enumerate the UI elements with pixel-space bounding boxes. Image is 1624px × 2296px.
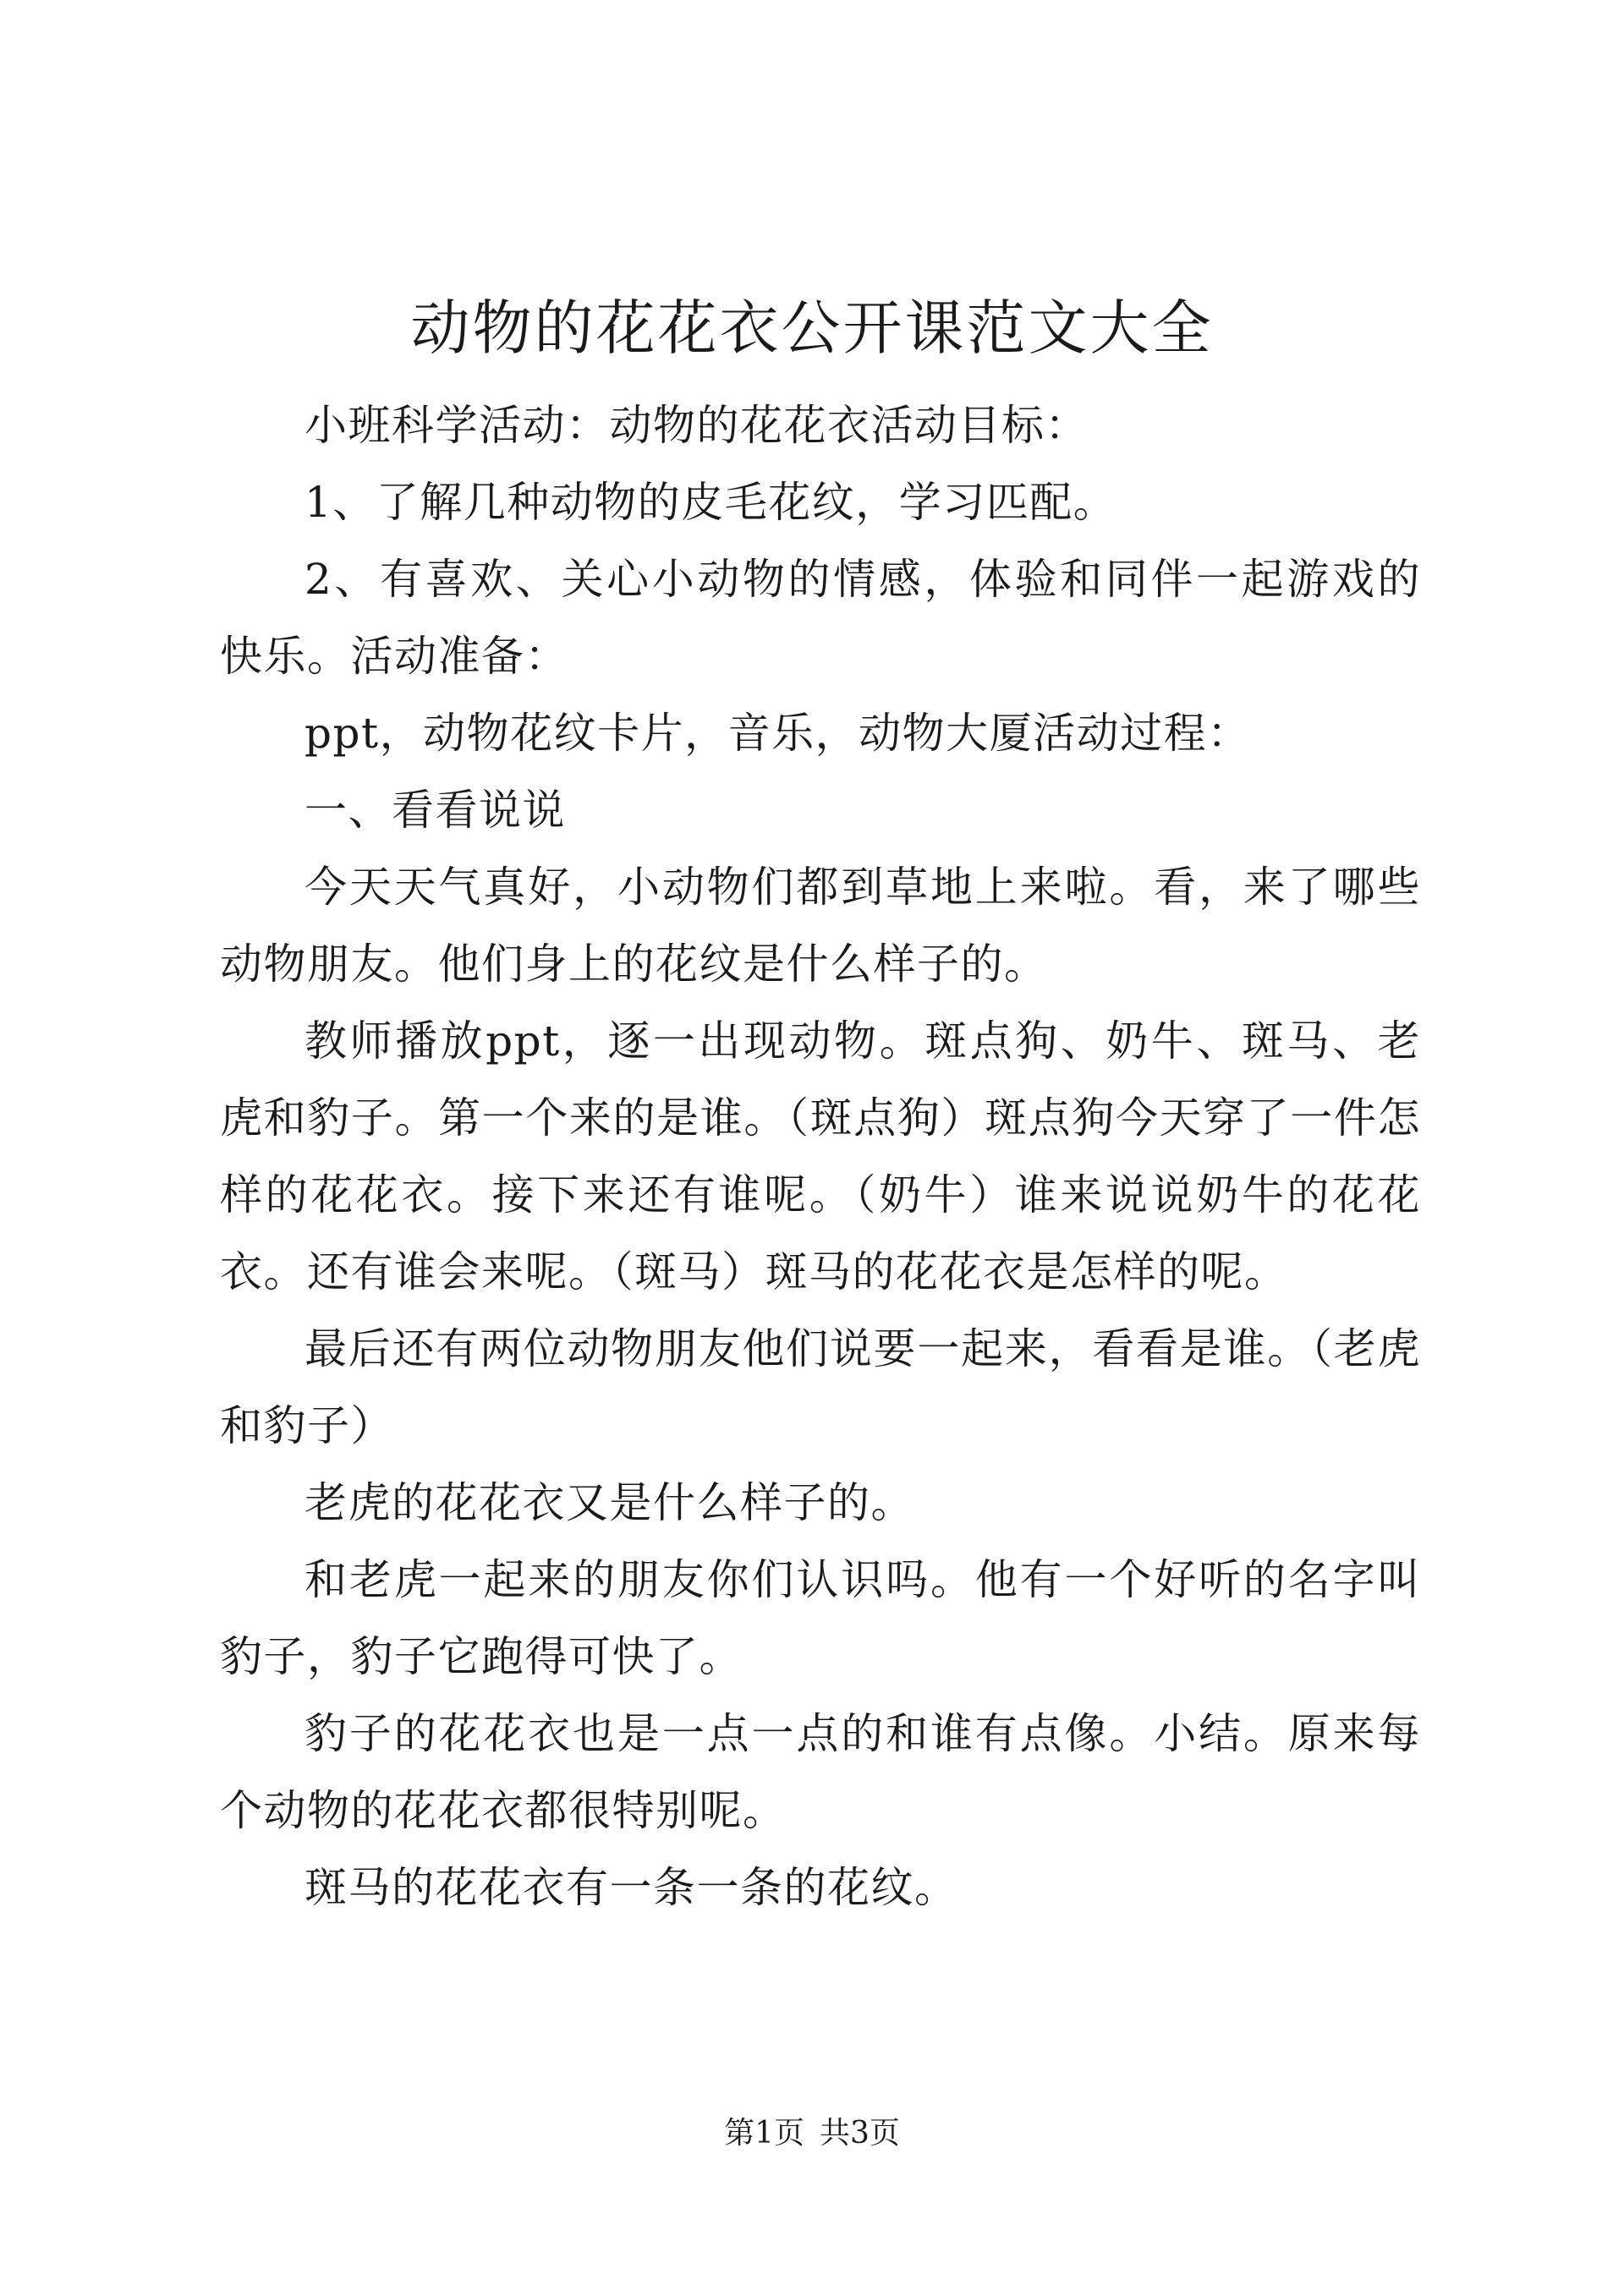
paragraph: 今天天气真好，小动物们都到草地上来啦。看，来了哪些动物朋友。他们身上的花纹是什么样子的。	[220, 863, 1421, 989]
paragraph: 一、看看说说	[304, 786, 566, 835]
paragraph: 1、了解几种动物的皮毛花纹，学习匹配。	[304, 478, 1117, 527]
paragraph: 老虎的花花衣又是什么样子的。	[304, 1478, 914, 1527]
page-number: 第1页	[724, 2116, 804, 2151]
paragraph: 豹子的花花衣也是一点一点的和谁有点像。小结。原来每个动物的花花衣都很特别呢。	[220, 1709, 1421, 1835]
paragraph: 斑马的花花衣有一条一条的花纹。	[304, 1863, 958, 1912]
paragraph: 2、有喜欢、关心小动物的情感，体验和同伴一起游戏的快乐。活动准备：	[220, 555, 1421, 681]
paragraph: 最后还有两位动物朋友他们说要一起来，看看是谁。（老虎和豹子）	[220, 1324, 1421, 1450]
page-footer	[0, 2112, 1624, 2155]
page-total: 共3页	[820, 2116, 900, 2151]
paragraph: ppt，动物花纹卡片，音乐，动物大厦活动过程：	[304, 709, 1251, 758]
paragraph: 教师播放ppt，逐一出现动物。斑点狗、奶牛、斑马、老虎和豹子。第一个来的是谁。（斑点狗）斑点狗今天穿了一件怎样的花花衣。接下来还有谁呢。（奶牛）谁来说说奶牛的花花衣。还有谁会来呢。（斑马）斑马的花花衣是怎样的呢。	[220, 1016, 1421, 1296]
paragraph: 小班科学活动：动物的花花衣活动目标：	[304, 401, 1089, 450]
document-body	[220, 387, 1421, 1926]
paragraph: 和老虎一起来的朋友你们认识吗。他有一个好听的名字叫豹子，豹子它跑得可快了。	[220, 1555, 1421, 1681]
document-title: 动物的花花衣公开课范文大全	[410, 293, 1214, 363]
